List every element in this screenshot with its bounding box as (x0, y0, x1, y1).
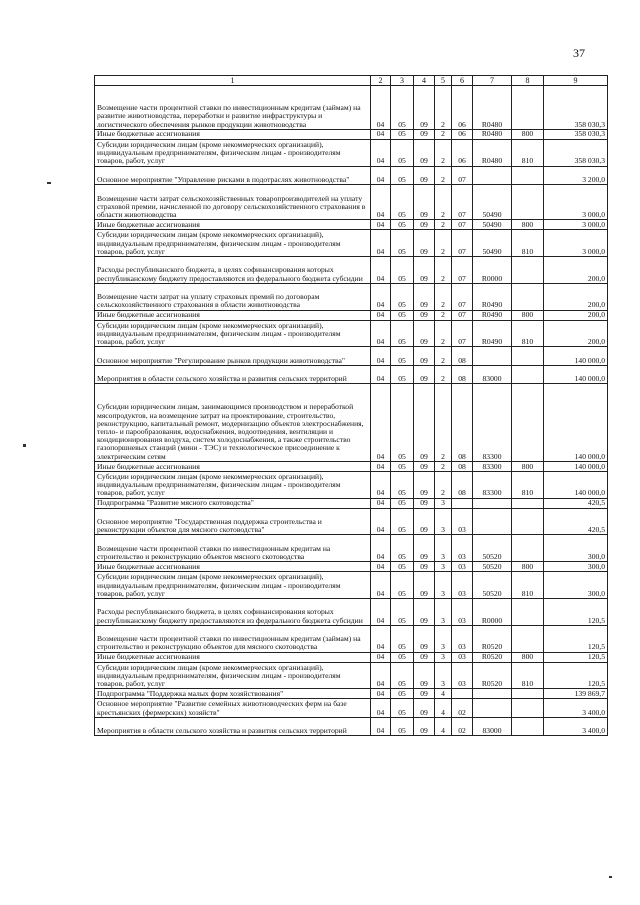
cell-col-2: 04 (371, 562, 391, 572)
cell-col-3: 05 (391, 257, 414, 284)
cell-col-7: 83300 (473, 461, 512, 471)
cell-col-6: 03 (452, 662, 473, 689)
cell-amount: 3 200,0 (544, 166, 608, 184)
cell-col-4: 09 (414, 572, 435, 599)
cell-col-3: 05 (391, 220, 414, 230)
cell-col-5: 2 (435, 347, 452, 365)
cell-col-4: 09 (414, 461, 435, 471)
cell-col-3: 05 (391, 598, 414, 625)
cell-col-4: 09 (414, 689, 435, 699)
row-name: Иные бюджетные ассигнования (95, 562, 371, 572)
cell-col-3: 05 (391, 625, 414, 652)
cell-col-3: 05 (391, 562, 414, 572)
cell-col-7: 50490 (473, 220, 512, 230)
cell-col-5: 2 (435, 139, 452, 166)
cell-col-2: 04 (371, 347, 391, 365)
cell-col-3: 05 (391, 139, 414, 166)
cell-col-5: 2 (435, 320, 452, 347)
cell-col-8 (512, 365, 544, 383)
cell-col-7: 83000 (473, 717, 512, 735)
cell-col-2: 04 (371, 310, 391, 320)
cell-col-7: R0490 (473, 320, 512, 347)
cell-col-8 (512, 166, 544, 184)
cell-col-8 (512, 598, 544, 625)
table-row (95, 652, 608, 662)
cell-col-2: 04 (371, 220, 391, 230)
cell-col-7: 50520 (473, 562, 512, 572)
cell-col-6: 07 (452, 320, 473, 347)
cell-col-5: 3 (435, 498, 452, 508)
cell-col-5: 2 (435, 384, 452, 462)
row-name: Расходы республиканского бюджета, в целях софинансирования которых республиканскому бюджету предоставляются из федерального бюджета субсидии (95, 257, 371, 284)
cell-col-7: R0520 (473, 625, 512, 652)
cell-col-2: 04 (371, 662, 391, 689)
cell-col-7: R0480 (473, 129, 512, 139)
cell-col-7: 50490 (473, 184, 512, 219)
cell-amount: 140 000,0 (544, 461, 608, 471)
cell-col-7: R0520 (473, 662, 512, 689)
cell-col-8 (512, 283, 544, 310)
cell-col-3: 05 (391, 471, 414, 498)
cell-col-3: 05 (391, 310, 414, 320)
cell-col-8: 810 (512, 320, 544, 347)
cell-col-4: 09 (414, 257, 435, 284)
cell-col-5: 3 (435, 535, 452, 562)
cell-col-5: 4 (435, 689, 452, 699)
cell-col-5: 4 (435, 699, 452, 717)
cell-col-2: 04 (371, 699, 391, 717)
row-name: Субсидии юридическим лицам (кроме некоммерческих организаций), индивидуальным предпринимателям, физическим лицам - производителям товаров, работ, услуг (95, 320, 371, 347)
cell-col-3: 05 (391, 498, 414, 508)
row-name: Субсидии юридическим лицам (кроме некоммерческих организаций), индивидуальным предпринимателям, физическим лицам - производителям товаров, работ, услуг (95, 662, 371, 689)
cell-col-8 (512, 498, 544, 508)
row-name: Иные бюджетные ассигнования (95, 129, 371, 139)
cell-col-8: 800 (512, 562, 544, 572)
table-row (95, 230, 608, 257)
table-row (95, 129, 608, 139)
cell-amount: 120,5 (544, 662, 608, 689)
table-row (95, 139, 608, 166)
header-col-9: 9 (544, 76, 608, 86)
cell-col-3: 05 (391, 230, 414, 257)
header-col-1: 1 (95, 76, 371, 86)
row-name: Иные бюджетные ассигнования (95, 461, 371, 471)
cell-col-6: 02 (452, 717, 473, 735)
row-name: Основное мероприятие "Государственная поддержка строительства и реконструкции объектов для мясного скотоводства" (95, 508, 371, 535)
budget-table (94, 75, 608, 736)
cell-col-5: 3 (435, 662, 452, 689)
header-col-5: 5 (435, 76, 452, 86)
row-name: Возмещение части затрат на уплату страховых премий по договорам сельскохозяйственного страхования в области животноводства (95, 283, 371, 310)
header-col-3: 3 (391, 76, 414, 86)
cell-col-8 (512, 86, 544, 130)
cell-col-8 (512, 689, 544, 699)
cell-col-3: 05 (391, 717, 414, 735)
table-row (95, 86, 608, 130)
cell-col-2: 04 (371, 139, 391, 166)
cell-col-7: 50520 (473, 572, 512, 599)
cell-col-7: R0480 (473, 139, 512, 166)
row-name: Основное мероприятие "Управление рисками в подотраслях животноводства" (95, 166, 371, 184)
cell-col-7: R0520 (473, 652, 512, 662)
cell-amount: 140 000,0 (544, 365, 608, 383)
cell-col-4: 09 (414, 347, 435, 365)
row-name: Мероприятия в области сельского хозяйства и развития сельских территорий (95, 717, 371, 735)
cell-col-2: 04 (371, 717, 391, 735)
table-row (95, 347, 608, 365)
cell-col-6: 07 (452, 220, 473, 230)
cell-col-4: 09 (414, 598, 435, 625)
cell-col-3: 05 (391, 461, 414, 471)
cell-col-2: 04 (371, 689, 391, 699)
table-row (95, 498, 608, 508)
cell-col-3: 05 (391, 535, 414, 562)
header-col-6: 6 (452, 76, 473, 86)
cell-col-2: 04 (371, 184, 391, 219)
cell-col-2: 04 (371, 508, 391, 535)
cell-col-5: 3 (435, 652, 452, 662)
cell-col-8: 810 (512, 572, 544, 599)
cell-col-4: 09 (414, 508, 435, 535)
cell-col-4: 09 (414, 139, 435, 166)
cell-col-2: 04 (371, 384, 391, 462)
cell-col-8: 800 (512, 129, 544, 139)
table-row (95, 384, 608, 462)
cell-col-3: 05 (391, 283, 414, 310)
cell-col-6: 08 (452, 461, 473, 471)
cell-col-3: 05 (391, 365, 414, 383)
cell-col-4: 09 (414, 717, 435, 735)
cell-col-7 (473, 166, 512, 184)
cell-col-6: 07 (452, 283, 473, 310)
cell-col-4: 09 (414, 230, 435, 257)
cell-col-8: 800 (512, 652, 544, 662)
cell-col-3: 05 (391, 689, 414, 699)
table-row (95, 184, 608, 219)
cell-col-2: 04 (371, 283, 391, 310)
row-name: Иные бюджетные ассигнования (95, 220, 371, 230)
header-col-2: 2 (371, 76, 391, 86)
cell-col-6: 03 (452, 572, 473, 599)
cell-col-5: 2 (435, 283, 452, 310)
cell-col-6 (452, 498, 473, 508)
cell-col-8 (512, 508, 544, 535)
cell-col-8 (512, 535, 544, 562)
cell-col-8: 810 (512, 139, 544, 166)
row-name: Основное мероприятие "Регулирование рынков продукции животноводства" (95, 347, 371, 365)
cell-amount: 140 000,0 (544, 471, 608, 498)
scan-mark (609, 876, 612, 878)
cell-col-4: 09 (414, 220, 435, 230)
cell-col-6: 07 (452, 257, 473, 284)
cell-col-6: 03 (452, 652, 473, 662)
cell-col-4: 09 (414, 129, 435, 139)
row-name: Субсидии юридическим лицам (кроме некоммерческих организаций), индивидуальным предпринимателям, физическим лицам - производителям товаров, работ, услуг (95, 230, 371, 257)
row-name: Подпрограмма "Поддержка малых форм хозяйствования" (95, 689, 371, 699)
row-name: Мероприятия в области сельского хозяйства и развития сельских территорий (95, 365, 371, 383)
table-row (95, 471, 608, 498)
cell-col-7: 50520 (473, 535, 512, 562)
cell-col-4: 09 (414, 662, 435, 689)
table-row (95, 662, 608, 689)
cell-col-7 (473, 689, 512, 699)
row-name: Расходы республиканского бюджета, в целях софинансирования которых республиканскому бюджету предоставляются из федерального бюджета субсидии (95, 598, 371, 625)
cell-col-4: 09 (414, 498, 435, 508)
cell-col-4: 09 (414, 471, 435, 498)
cell-col-6 (452, 689, 473, 699)
cell-col-6: 08 (452, 365, 473, 383)
cell-col-8 (512, 347, 544, 365)
cell-col-6: 07 (452, 184, 473, 219)
cell-col-3: 05 (391, 662, 414, 689)
cell-col-5: 2 (435, 166, 452, 184)
cell-amount: 200,0 (544, 257, 608, 284)
table-row (95, 220, 608, 230)
cell-col-7: R0480 (473, 86, 512, 130)
cell-col-6: 03 (452, 562, 473, 572)
row-name: Возмещение части процентной ставки по инвестиционным кредитам (займам) на развитие животноводства, переработки и развитие инфраструктуры и логистического обеспечения рынков продукции животноводства (95, 86, 371, 130)
cell-col-8: 810 (512, 471, 544, 498)
cell-amount: 3 000,0 (544, 230, 608, 257)
cell-col-2: 04 (371, 572, 391, 599)
cell-amount: 358 030,3 (544, 86, 608, 130)
cell-col-2: 04 (371, 535, 391, 562)
cell-col-6: 08 (452, 471, 473, 498)
cell-col-5: 4 (435, 717, 452, 735)
cell-col-2: 04 (371, 230, 391, 257)
cell-col-5: 3 (435, 508, 452, 535)
table-row (95, 625, 608, 652)
cell-col-4: 09 (414, 184, 435, 219)
table-row (95, 598, 608, 625)
cell-col-4: 09 (414, 625, 435, 652)
cell-col-4: 09 (414, 365, 435, 383)
cell-amount: 3 000,0 (544, 220, 608, 230)
cell-col-7: 83000 (473, 365, 512, 383)
table-row (95, 535, 608, 562)
cell-col-3: 05 (391, 572, 414, 599)
cell-col-8: 800 (512, 461, 544, 471)
row-name: Возмещение части процентной ставки по инвестиционным кредитам (займам) на строительство и реконструкцию объектов для мясного скотоводства (95, 625, 371, 652)
cell-col-5: 2 (435, 257, 452, 284)
cell-amount: 358 030,3 (544, 129, 608, 139)
cell-col-7: R0490 (473, 283, 512, 310)
cell-col-5: 3 (435, 625, 452, 652)
cell-col-8: 800 (512, 310, 544, 320)
cell-amount: 420,5 (544, 508, 608, 535)
cell-amount: 200,0 (544, 283, 608, 310)
table-row (95, 283, 608, 310)
cell-col-2: 04 (371, 471, 391, 498)
cell-col-5: 2 (435, 129, 452, 139)
cell-col-6: 07 (452, 230, 473, 257)
cell-col-6: 06 (452, 139, 473, 166)
scan-mark (23, 444, 26, 447)
cell-col-5: 2 (435, 461, 452, 471)
row-name: Возмещение части процентной ставки по инвестиционным кредитам на строительство и реконструкцию объектов мясного скотоводства (95, 535, 371, 562)
cell-col-6: 07 (452, 310, 473, 320)
cell-col-5: 2 (435, 471, 452, 498)
cell-col-6: 03 (452, 625, 473, 652)
row-name: Возмещение части затрат сельскохозяйственных товаропроизводителей на уплату страховой премии, начисленной по договору сельскохозяйственного страхования в области животноводства (95, 184, 371, 219)
table-row (95, 365, 608, 383)
cell-col-4: 09 (414, 699, 435, 717)
cell-col-8: 810 (512, 230, 544, 257)
cell-col-2: 04 (371, 86, 391, 130)
table-row (95, 257, 608, 284)
cell-col-2: 04 (371, 257, 391, 284)
cell-col-6: 06 (452, 129, 473, 139)
cell-col-3: 05 (391, 129, 414, 139)
cell-amount: 3 400,0 (544, 699, 608, 717)
cell-col-4: 09 (414, 384, 435, 462)
cell-col-2: 04 (371, 625, 391, 652)
cell-col-7: R0000 (473, 598, 512, 625)
row-name: Субсидии юридическим лицам (кроме некоммерческих организаций), индивидуальным предпринимателям, физическим лицам - производителям товаров, работ, услуг (95, 139, 371, 166)
cell-col-7 (473, 498, 512, 508)
cell-amount: 120,5 (544, 652, 608, 662)
cell-col-3: 05 (391, 184, 414, 219)
cell-col-4: 09 (414, 562, 435, 572)
cell-amount: 200,0 (544, 310, 608, 320)
cell-col-7 (473, 347, 512, 365)
table-row (95, 689, 608, 699)
table-header (95, 76, 608, 86)
cell-amount: 300,0 (544, 535, 608, 562)
cell-col-6: 08 (452, 347, 473, 365)
cell-col-6: 06 (452, 86, 473, 130)
cell-col-2: 04 (371, 320, 391, 347)
cell-amount: 140 000,0 (544, 347, 608, 365)
table-row (95, 166, 608, 184)
cell-col-8 (512, 717, 544, 735)
table-row (95, 717, 608, 735)
cell-col-3: 05 (391, 320, 414, 347)
table-row (95, 461, 608, 471)
cell-col-5: 2 (435, 365, 452, 383)
cell-col-7 (473, 699, 512, 717)
cell-col-5: 3 (435, 572, 452, 599)
cell-amount: 139 869,7 (544, 689, 608, 699)
cell-amount: 420,5 (544, 498, 608, 508)
cell-amount: 3 000,0 (544, 184, 608, 219)
cell-col-2: 04 (371, 498, 391, 508)
cell-col-8: 800 (512, 220, 544, 230)
row-name: Иные бюджетные ассигнования (95, 652, 371, 662)
cell-col-6: 03 (452, 598, 473, 625)
cell-col-5: 2 (435, 184, 452, 219)
cell-col-3: 05 (391, 166, 414, 184)
cell-col-4: 09 (414, 166, 435, 184)
table-row (95, 572, 608, 599)
cell-col-6: 08 (452, 384, 473, 462)
row-name: Подпрограмма "Развитие мясного скотоводства" (95, 498, 371, 508)
row-name: Субсидии юридическим лицам (кроме некоммерческих организаций), индивидуальным предпринимателям, физическим лицам - производителям товаров, работ, услуг (95, 471, 371, 498)
cell-col-2: 04 (371, 129, 391, 139)
row-name: Основное мероприятие "Развитие семейных животноводческих ферм на базе крестьянских (фермерских) хозяйств" (95, 699, 371, 717)
cell-col-3: 05 (391, 652, 414, 662)
cell-col-8 (512, 184, 544, 219)
cell-col-3: 05 (391, 699, 414, 717)
cell-col-8 (512, 257, 544, 284)
cell-col-7: 83300 (473, 471, 512, 498)
header-col-7: 7 (473, 76, 512, 86)
cell-col-5: 3 (435, 562, 452, 572)
cell-col-4: 09 (414, 310, 435, 320)
cell-col-5: 2 (435, 220, 452, 230)
cell-col-7: R0000 (473, 257, 512, 284)
cell-col-3: 05 (391, 86, 414, 130)
row-name: Субсидии юридическим лицам (кроме некоммерческих организаций), индивидуальным предпринимателям, физическим лицам - производителям товаров, работ, услуг (95, 572, 371, 599)
cell-col-3: 05 (391, 384, 414, 462)
cell-col-2: 04 (371, 598, 391, 625)
table-row (95, 508, 608, 535)
cell-col-5: 2 (435, 310, 452, 320)
cell-amount: 3 400,0 (544, 717, 608, 735)
cell-amount: 200,0 (544, 320, 608, 347)
row-name: Субсидии юридическим лицам, занимающимся производством и переработкой мясопродуктов, на возмещение затрат на проектирование, строительство, реконструкцию, капитальный ремонт, модернизацию объектов электроснабжения, тепло- и парообразования, водоснабжения, водоотведения, вентиляции и кондиционирования воздуха, систем холодоснабжения, а также строительство газопоршневых станций (мини - ТЭС) и технологическое присоединение к электрическим сетям (95, 384, 371, 462)
cell-col-5: 2 (435, 230, 452, 257)
row-name: Иные бюджетные ассигнования (95, 310, 371, 320)
cell-amount: 300,0 (544, 572, 608, 599)
cell-amount: 120,5 (544, 598, 608, 625)
cell-col-8 (512, 625, 544, 652)
table-row (95, 562, 608, 572)
cell-col-7: R0490 (473, 310, 512, 320)
cell-col-7: 50490 (473, 230, 512, 257)
cell-amount: 120,5 (544, 625, 608, 652)
header-col-8: 8 (512, 76, 544, 86)
cell-col-7 (473, 508, 512, 535)
cell-col-6: 07 (452, 166, 473, 184)
cell-amount: 300,0 (544, 562, 608, 572)
cell-col-4: 09 (414, 86, 435, 130)
cell-col-6: 02 (452, 699, 473, 717)
table-row (95, 320, 608, 347)
page-number: 37 (573, 46, 585, 60)
cell-col-8 (512, 384, 544, 462)
table-body (95, 86, 608, 736)
cell-col-2: 04 (371, 166, 391, 184)
cell-col-4: 09 (414, 652, 435, 662)
cell-col-2: 04 (371, 652, 391, 662)
scan-mark (47, 182, 51, 184)
cell-col-5: 2 (435, 86, 452, 130)
cell-amount: 140 000,0 (544, 384, 608, 462)
cell-col-3: 05 (391, 508, 414, 535)
cell-col-5: 3 (435, 598, 452, 625)
cell-col-7: 83300 (473, 384, 512, 462)
header-col-4: 4 (414, 76, 435, 86)
cell-col-2: 04 (371, 365, 391, 383)
cell-col-2: 04 (371, 461, 391, 471)
cell-col-3: 05 (391, 347, 414, 365)
cell-col-8 (512, 699, 544, 717)
cell-col-4: 09 (414, 283, 435, 310)
table-row (95, 699, 608, 717)
cell-col-4: 09 (414, 535, 435, 562)
cell-col-8: 810 (512, 662, 544, 689)
cell-col-4: 09 (414, 320, 435, 347)
cell-col-6: 03 (452, 535, 473, 562)
table-row (95, 310, 608, 320)
cell-col-6: 03 (452, 508, 473, 535)
cell-amount: 358 030,3 (544, 139, 608, 166)
